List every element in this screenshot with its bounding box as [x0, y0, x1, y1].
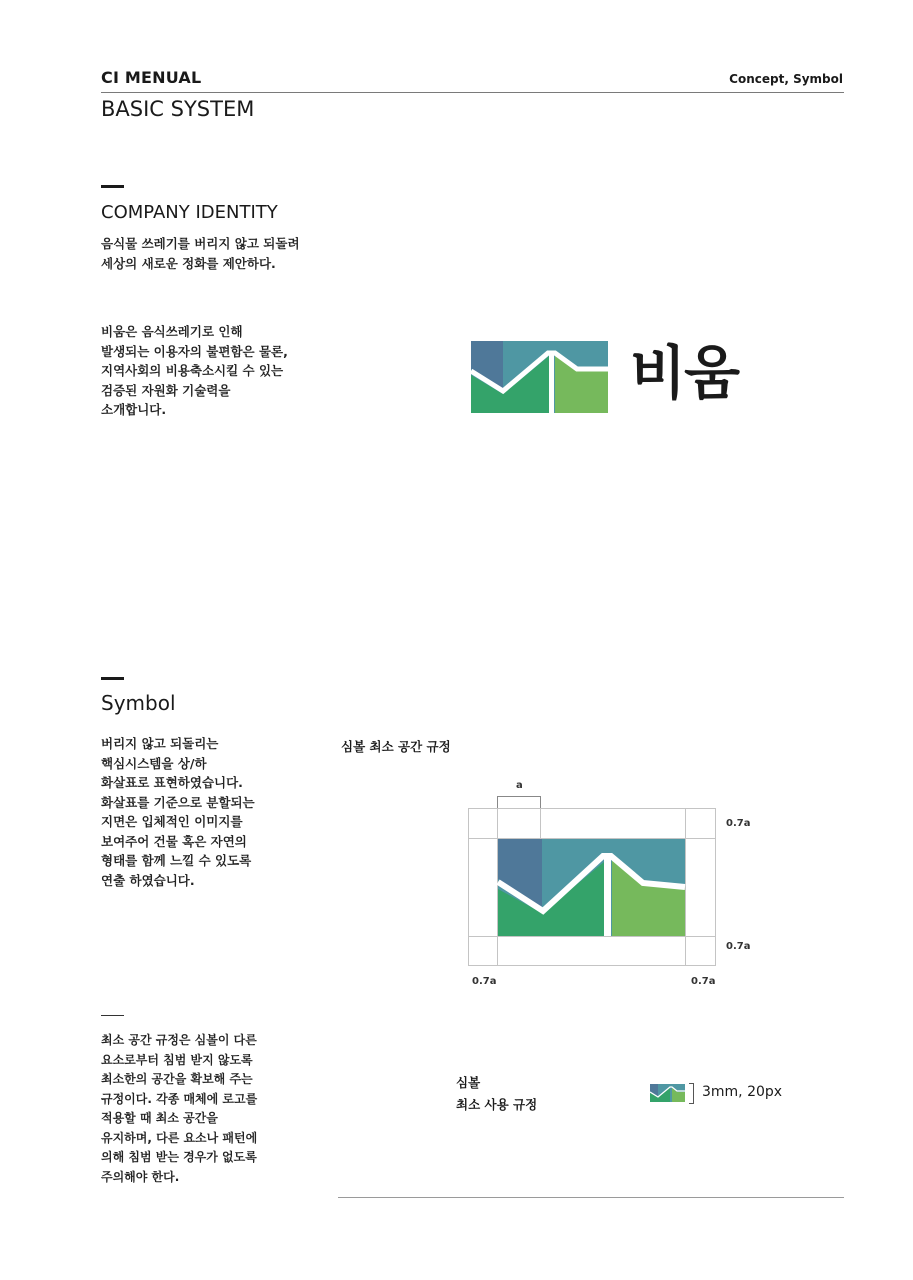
company-identity-description: 비움은 음식쓰레기로 인해 발생되는 이용자의 불편함은 물론, 지역사회의 비용축소시킬 수 있는 검증된 자원화 기술력을 소개합니다. — [101, 324, 288, 417]
section-reference: Concept, Symbol — [729, 72, 843, 86]
symbol-title: Symbol — [101, 691, 176, 715]
header-divider — [101, 92, 844, 93]
section-dash-small — [101, 1015, 124, 1016]
company-identity-title: COMPANY IDENTITY — [101, 202, 278, 223]
footer-divider — [338, 1197, 844, 1198]
label-bottom-left: 0.7a — [472, 976, 497, 987]
label-a: a — [516, 780, 523, 791]
page-subtitle: BASIC SYSTEM — [101, 97, 255, 121]
min-size-heading-1: 심볼 — [456, 1075, 481, 1090]
label-top-right: 0.7a — [726, 818, 751, 829]
company-identity-tagline: 음식물 쓰레기를 버리지 않고 되돌려 세상의 새로운 정화를 제안하다. — [101, 236, 300, 271]
min-space-description: 최소 공간 규정은 심볼이 다른 요소로부터 침범 받지 않도록 최소한의 공간을 확보해 주는 규정이다. 각종 매체에 로고를 적용할 때 최소 공간을 유지하며, 다른 요소나 패턴에 의해 침범 받는 경우가 없도록 주의해야 한다. — [101, 1033, 258, 1184]
size-bracket — [689, 1083, 694, 1104]
biwoom-symbol-logo — [471, 341, 608, 413]
small-symbol-icon — [650, 1084, 685, 1102]
biwoom-wordmark: 비움 — [630, 339, 739, 407]
clearspace-heading: 심볼 최소 공간 규정 — [341, 739, 451, 754]
label-bottom-far-right: 0.7a — [691, 976, 716, 987]
symbol-description: 버리지 않고 되돌리는 핵심시스템을 상/하 화살표로 표현하였습니다. 화살표를 기준으로 분할되는 지면은 입체적인 이미지를 보여주어 건물 혹은 자연의 형태를 함께 느낄 수 있도록 연출 하였습니다. — [101, 736, 255, 888]
section-dash — [101, 677, 124, 680]
min-size-value: 3mm, 20px — [702, 1084, 783, 1100]
section-dash — [101, 185, 124, 188]
min-size-heading-2: 최소 사용 규정 — [456, 1097, 538, 1112]
clearspace-diagram — [468, 796, 716, 966]
manual-title: CI MENUAL — [101, 68, 202, 87]
label-bottom-right: 0.7a — [726, 941, 751, 952]
